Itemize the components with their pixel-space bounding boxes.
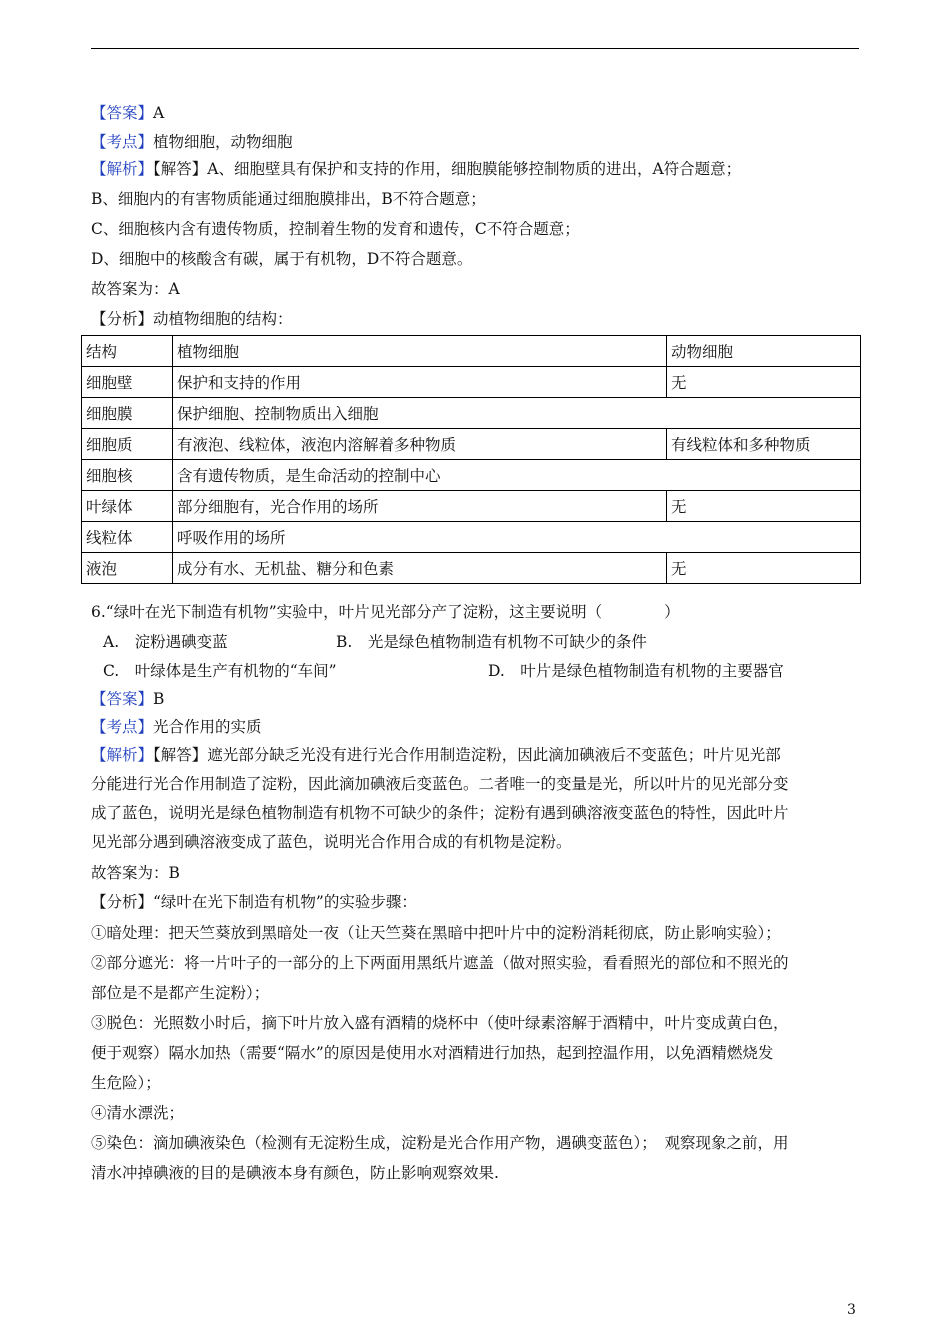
q5-analysis: 【解析】【解答】A、细胞壁具有保护和支持的作用，细胞膜能够控制物质的进出，A符合题意； bbox=[91, 160, 742, 178]
row-animal: 无 bbox=[667, 491, 861, 522]
table-row bbox=[82, 367, 861, 398]
q6-option-c: C. 叶绿体是生产有机物的“车间” bbox=[103, 662, 337, 680]
q5-summary: 【分析】动植物细胞的结构： bbox=[91, 310, 293, 328]
q6-step-1: ①暗处理：把天竺葵放到黑暗处一夜（让天竺葵在黑暗中把叶片中的淀粉消耗彻底，防止影响实验）； bbox=[91, 924, 781, 942]
q5-final-answer: 故答案为：A bbox=[91, 280, 180, 298]
q6-step-2: ②部分遮光：将一片叶子的一部分的上下两面用黑纸片遮盖（做对照实验，看看照光的部位和不照光的 bbox=[91, 954, 789, 972]
q5-analysis-c: C、细胞核内含有遗传物质，控制着生物的发育和遗传，C不符合题意； bbox=[91, 220, 580, 238]
q6-step-4: ④清水漂洗； bbox=[91, 1104, 185, 1122]
row-plant: 部分细胞有，光合作用的场所 bbox=[173, 491, 667, 522]
q5-analysis-b: B、细胞内的有害物质能通过细胞膜排出，B不符合题意； bbox=[91, 190, 486, 208]
q6-analysis: 【解析】【解答】遮光部分缺乏光没有进行光合作用制造淀粉，因此滴加碘液后不变蓝色；叶片见光部 bbox=[91, 746, 781, 764]
row-name: 叶绿体 bbox=[82, 491, 173, 522]
q6-analysis-line: 成了蓝色，说明光是绿色植物制造有机物不可缺少的条件；淀粉有遇到碘溶液变蓝色的特性，因此叶片 bbox=[91, 804, 789, 822]
table-row bbox=[82, 522, 861, 553]
table-row bbox=[82, 491, 861, 522]
q6-summary: 【分析】“绿叶在光下制造有机物”的实验步骤： bbox=[91, 893, 417, 911]
row-name: 细胞核 bbox=[82, 460, 173, 491]
row-name: 液泡 bbox=[82, 553, 173, 584]
row-animal: 无 bbox=[667, 553, 861, 584]
q6-step-3-cont: 便于观察）隔水加热（需要“隔水”的原因是使用水对酒精进行加热，起到控温作用，以免酒精燃烧发 bbox=[91, 1044, 774, 1062]
table-row bbox=[82, 398, 861, 429]
q6-point: 【考点】光合作用的实质 bbox=[91, 718, 262, 736]
header-structure: 结构 bbox=[82, 336, 173, 367]
row-name: 细胞膜 bbox=[82, 398, 173, 429]
q6-analysis-line: 见光部分遇到碘溶液变成了蓝色，说明光合作用合成的有机物是淀粉。 bbox=[91, 833, 572, 851]
table-row bbox=[82, 553, 861, 584]
header-animal: 动物细胞 bbox=[667, 336, 861, 367]
q6-option-d: D. 叶片是绿色植物制造有机物的主要器官 bbox=[488, 662, 784, 680]
row-animal: 有线粒体和多种物质 bbox=[667, 429, 861, 460]
row-plant: 有液泡、线粒体，液泡内溶解着多种物质 bbox=[173, 429, 667, 460]
row-plant: 保护和支持的作用 bbox=[173, 367, 667, 398]
q6-answer: 【答案】B bbox=[91, 690, 165, 708]
header-rule bbox=[91, 48, 859, 49]
table-row bbox=[82, 460, 861, 491]
q5-analysis-d: D、细胞中的核酸含有碳，属于有机物，D不符合题意。 bbox=[91, 250, 473, 268]
header-plant: 植物细胞 bbox=[173, 336, 667, 367]
row-name: 细胞壁 bbox=[82, 367, 173, 398]
q6-step-5-cont: 清水冲掉碘液的目的是碘液本身有颜色，防止影响观察效果. bbox=[91, 1164, 499, 1182]
q6-step-3: ③脱色：光照数小时后，摘下叶片放入盛有酒精的烧杯中（使叶绿素溶解于酒精中，叶片变成黄白色， bbox=[91, 1014, 789, 1032]
q5-answer: 【答案】A bbox=[91, 104, 165, 122]
table-header-row bbox=[82, 336, 861, 367]
row-name: 线粒体 bbox=[82, 522, 173, 553]
cell-structure-table bbox=[81, 335, 861, 584]
q6-analysis-line: 分能进行光合作用制造了淀粉，因此滴加碘液后变蓝色。二者唯一的变量是光，所以叶片的见光部分变 bbox=[91, 775, 789, 793]
q6-question: 6.“绿叶在光下制造有机物”实验中，叶片见光部分产了淀粉，这主要说明（ ） bbox=[91, 603, 680, 621]
table-row bbox=[82, 429, 861, 460]
q5-point: 【考点】植物细胞，动物细胞 bbox=[91, 133, 293, 151]
page-number: 3 bbox=[847, 1302, 856, 1318]
row-merged: 呼吸作用的场所 bbox=[173, 522, 861, 553]
q6-option-b: B. 光是绿色植物制造有机物不可缺少的条件 bbox=[336, 633, 647, 651]
q6-step-5: ⑤染色：滴加碘液染色（检测有无淀粉生成，淀粉是光合作用产物，遇碘变蓝色）； 观察现象之前，用 bbox=[91, 1134, 789, 1152]
q6-step-3-cont2: 生危险）； bbox=[91, 1074, 161, 1092]
row-animal: 无 bbox=[667, 367, 861, 398]
row-merged: 保护细胞、控制物质出入细胞 bbox=[173, 398, 861, 429]
row-plant: 成分有水、无机盐、糖分和色素 bbox=[173, 553, 667, 584]
row-merged: 含有遗传物质，是生命活动的控制中心 bbox=[173, 460, 861, 491]
q6-option-a: A. 淀粉遇碘变蓝 bbox=[103, 633, 228, 651]
q6-final-answer: 故答案为：B bbox=[91, 864, 180, 882]
row-name: 细胞质 bbox=[82, 429, 173, 460]
q6-step-2-cont: 部位是不是都产生淀粉）； bbox=[91, 984, 270, 1002]
